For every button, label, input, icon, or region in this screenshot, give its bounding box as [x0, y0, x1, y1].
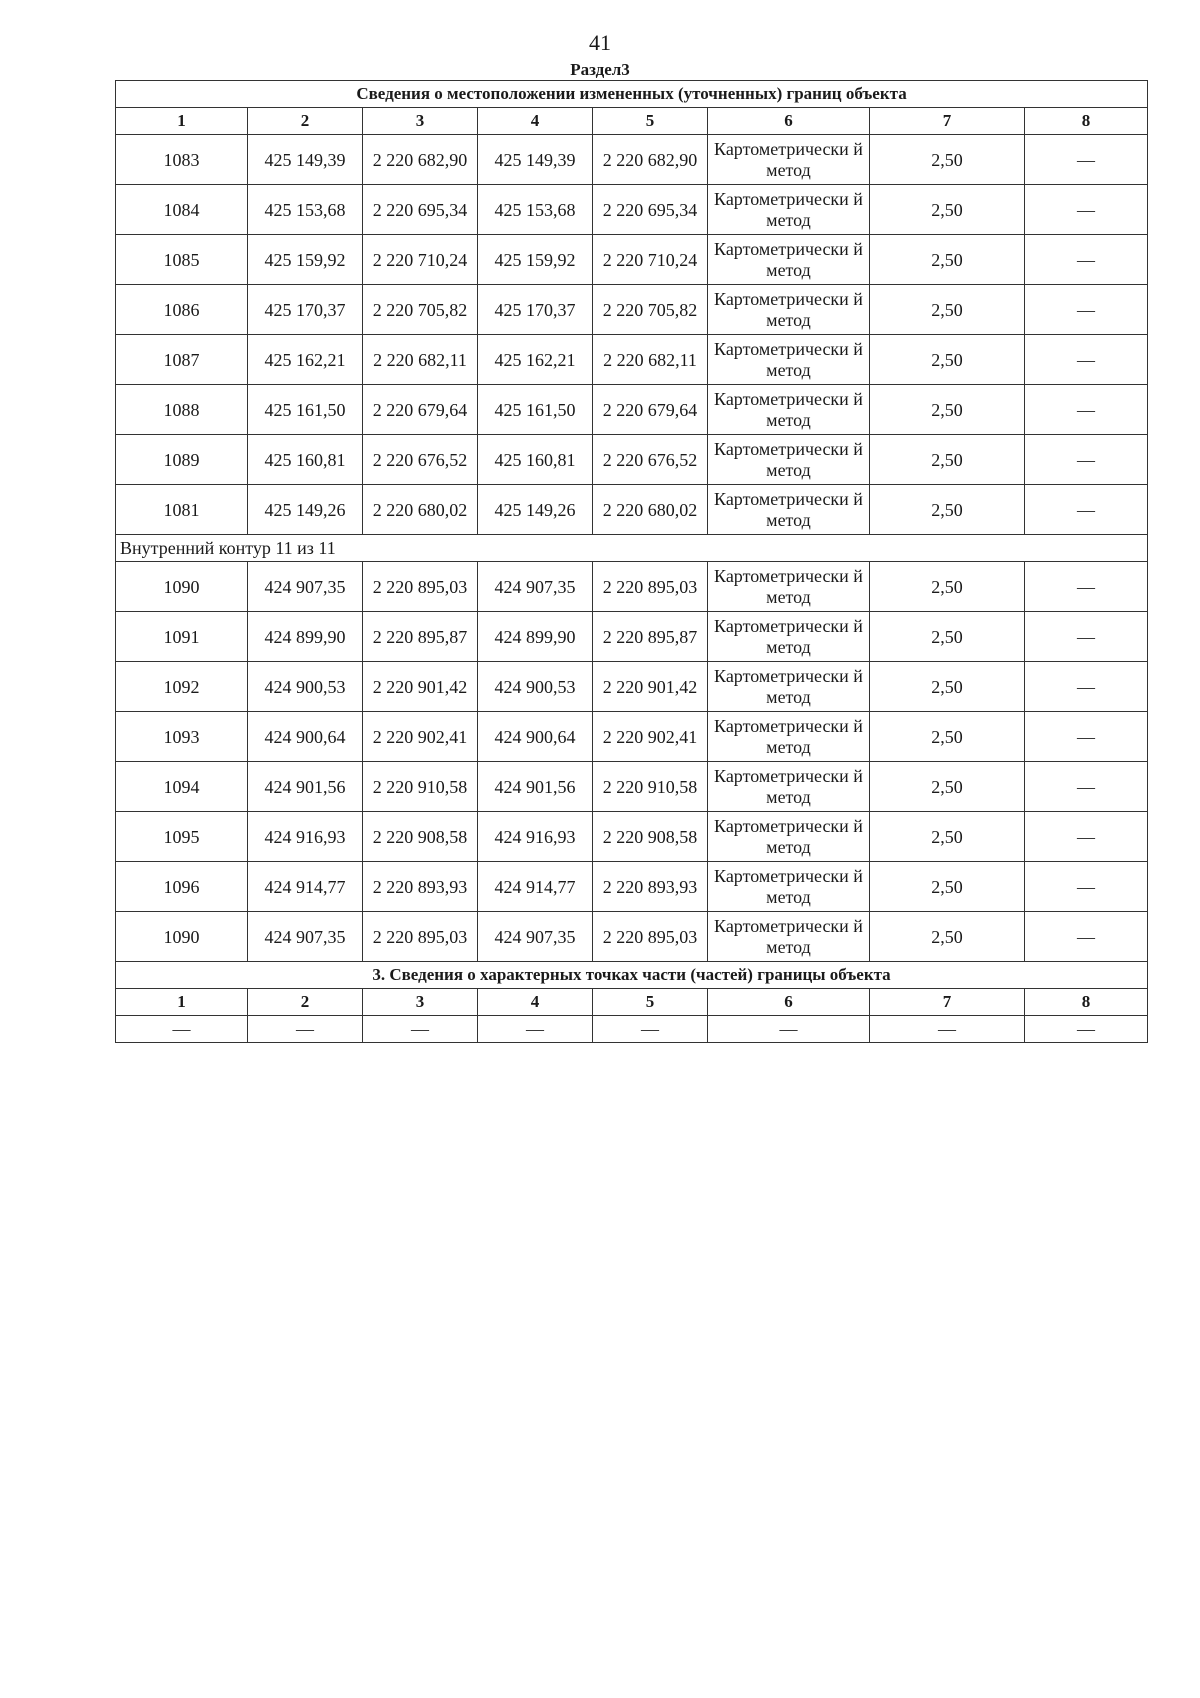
table-cell: Картометрически й метод: [708, 285, 870, 335]
table-row: [116, 385, 1148, 435]
table-cell: 2,50: [870, 185, 1025, 235]
table-row: [116, 185, 1148, 235]
column-number-cell: 5: [593, 989, 708, 1016]
table-cell: 425 162,21: [248, 335, 363, 385]
table-cell: —: [248, 1016, 363, 1043]
table-cell: Картометрически й метод: [708, 435, 870, 485]
table-cell: 1094: [116, 762, 248, 812]
table-cell: 425 159,92: [248, 235, 363, 285]
table-cell: —: [1025, 135, 1148, 185]
table-row: [116, 235, 1148, 285]
table-cell: —: [1025, 662, 1148, 712]
table-cell: 2,50: [870, 485, 1025, 535]
table-cell: 2,50: [870, 562, 1025, 612]
table-cell: 425 162,21: [478, 335, 593, 385]
table-row: [116, 812, 1148, 862]
column-number-cell: 1: [116, 989, 248, 1016]
table-cell: 2,50: [870, 335, 1025, 385]
table-cell: —: [1025, 912, 1148, 962]
table-cell: 425 159,92: [478, 235, 593, 285]
table-cell: 424 899,90: [248, 612, 363, 662]
table-cell: 2,50: [870, 862, 1025, 912]
table-cell: 2 220 895,03: [363, 912, 478, 962]
table-cell: —: [363, 1016, 478, 1043]
table-cell: 425 161,50: [248, 385, 363, 435]
table-cell: 425 149,39: [248, 135, 363, 185]
table-cell: 2,50: [870, 912, 1025, 962]
table-cell: 424 916,93: [478, 812, 593, 862]
table-cell: —: [478, 1016, 593, 1043]
table-cell: 1096: [116, 862, 248, 912]
table-cell: 2 220 679,64: [363, 385, 478, 435]
table-cell: 2 220 908,58: [593, 812, 708, 862]
table-cell: —: [1025, 435, 1148, 485]
table-row: [116, 662, 1148, 712]
table-cell: Картометрически й метод: [708, 912, 870, 962]
section-title: Раздел3: [570, 60, 630, 79]
table-cell: 2 220 910,58: [593, 762, 708, 812]
table-cell: 1088: [116, 385, 248, 435]
section-caption-row: [116, 962, 1148, 989]
table-cell: 2 220 893,93: [593, 862, 708, 912]
table-cell: 2 220 680,02: [363, 485, 478, 535]
table-cell: 2 220 676,52: [593, 435, 708, 485]
column-number-cell: 2: [248, 989, 363, 1016]
table-cell: 425 160,81: [248, 435, 363, 485]
table-cell: 2 220 682,11: [593, 335, 708, 385]
table-cell: —: [1025, 385, 1148, 435]
table-cell: 2,50: [870, 662, 1025, 712]
table-cell: 2 220 895,87: [363, 612, 478, 662]
table-cell: —: [1025, 612, 1148, 662]
table-cell: 2 220 682,90: [593, 135, 708, 185]
table-cell: 2,50: [870, 712, 1025, 762]
column-number-cell: 7: [870, 108, 1025, 135]
table-cell: 2 220 895,87: [593, 612, 708, 662]
table-cell: 2 220 895,03: [593, 912, 708, 962]
table-cell: —: [870, 1016, 1025, 1043]
table-cell: —: [1025, 485, 1148, 535]
table-cell: 2 220 695,34: [363, 185, 478, 235]
column-number-cell: 6: [708, 108, 870, 135]
table-cell: 2,50: [870, 135, 1025, 185]
table-cell: 2 220 705,82: [363, 285, 478, 335]
table-row: [116, 762, 1148, 812]
contour-label: Внутренний контур 11 из 11: [116, 535, 1148, 562]
table-cell: 2,50: [870, 762, 1025, 812]
table-cell: —: [116, 1016, 248, 1043]
column-number-row: [116, 989, 1148, 1016]
table-row: [116, 335, 1148, 385]
table-cell: 425 149,39: [478, 135, 593, 185]
table-cell: 2,50: [870, 812, 1025, 862]
table-cell: 2,50: [870, 612, 1025, 662]
table-cell: 1095: [116, 812, 248, 862]
table-caption: Сведения о местоположении измененных (уточненных) границ объекта: [116, 81, 1148, 108]
table-row: [116, 862, 1148, 912]
table-cell: 2 220 679,64: [593, 385, 708, 435]
table-cell: 424 900,53: [478, 662, 593, 712]
table-cell: 1093: [116, 712, 248, 762]
table-cell: 2 220 695,34: [593, 185, 708, 235]
table-row: [116, 285, 1148, 335]
table-cell: 2,50: [870, 435, 1025, 485]
table-cell: 2,50: [870, 235, 1025, 285]
boundary-points-table: [115, 80, 1148, 1043]
table-cell: 2 220 705,82: [593, 285, 708, 335]
column-number-cell: 8: [1025, 989, 1148, 1016]
table-cell: Картометрически й метод: [708, 135, 870, 185]
table-cell: 1091: [116, 612, 248, 662]
table-cell: 425 153,68: [248, 185, 363, 235]
table-cell: Картометрически й метод: [708, 562, 870, 612]
table-row: [116, 135, 1148, 185]
table-cell: Картометрически й метод: [708, 762, 870, 812]
table-cell: 424 914,77: [248, 862, 363, 912]
table-cell: 2 220 893,93: [363, 862, 478, 912]
column-number-cell: 4: [478, 989, 593, 1016]
table-cell: —: [593, 1016, 708, 1043]
table-cell: 424 901,56: [478, 762, 593, 812]
table-row: [116, 912, 1148, 962]
table-cell: 2 220 680,02: [593, 485, 708, 535]
table-cell: Картометрически й метод: [708, 862, 870, 912]
table-cell: 1089: [116, 435, 248, 485]
column-number-cell: 4: [478, 108, 593, 135]
table-cell: 2 220 676,52: [363, 435, 478, 485]
table-cell: 424 907,35: [478, 912, 593, 962]
table-cell: 425 149,26: [248, 485, 363, 535]
table-cell: —: [1025, 862, 1148, 912]
table-cell: 2 220 901,42: [363, 662, 478, 712]
table-cell: 424 899,90: [478, 612, 593, 662]
table-cell: 2 220 895,03: [593, 562, 708, 612]
table-cell: 424 900,64: [248, 712, 363, 762]
table-cell: 1081: [116, 485, 248, 535]
table-cell: Картометрически й метод: [708, 385, 870, 435]
table-cell: Картометрически й метод: [708, 235, 870, 285]
column-number-cell: 3: [363, 989, 478, 1016]
table-cell: 425 149,26: [478, 485, 593, 535]
table-cell: 2,50: [870, 285, 1025, 335]
table-cell: Картометрически й метод: [708, 485, 870, 535]
table-cell: —: [708, 1016, 870, 1043]
table-cell: 2 220 682,90: [363, 135, 478, 185]
table-row: [116, 485, 1148, 535]
table-row: [116, 1016, 1148, 1043]
column-number-cell: 3: [363, 108, 478, 135]
column-number-cell: 5: [593, 108, 708, 135]
table-cell: 425 161,50: [478, 385, 593, 435]
table-cell: 2 220 901,42: [593, 662, 708, 712]
column-number-row: [116, 108, 1148, 135]
table-cell: 1092: [116, 662, 248, 712]
table-cell: —: [1025, 285, 1148, 335]
table-cell: 424 916,93: [248, 812, 363, 862]
table-cell: 425 170,37: [478, 285, 593, 335]
column-number-cell: 6: [708, 989, 870, 1016]
table-cell: 424 907,35: [248, 912, 363, 962]
table-cell: —: [1025, 235, 1148, 285]
table-cell: 425 170,37: [248, 285, 363, 335]
table-cell: 1086: [116, 285, 248, 335]
table-cell: 2 220 710,24: [363, 235, 478, 285]
table-row: [116, 612, 1148, 662]
contour-label-row: [116, 535, 1148, 562]
table-cell: 2 220 710,24: [593, 235, 708, 285]
table-cell: —: [1025, 812, 1148, 862]
table-cell: —: [1025, 712, 1148, 762]
table-cell: 424 914,77: [478, 862, 593, 912]
table-cell: 424 900,64: [478, 712, 593, 762]
table-cell: Картометрически й метод: [708, 712, 870, 762]
table-cell: 1090: [116, 562, 248, 612]
column-number-cell: 2: [248, 108, 363, 135]
table-cell: 2 220 908,58: [363, 812, 478, 862]
table-cell: 2,50: [870, 385, 1025, 435]
column-number-cell: 1: [116, 108, 248, 135]
table-cell: 1087: [116, 335, 248, 385]
table-cell: Картометрически й метод: [708, 662, 870, 712]
table-cell: —: [1025, 1016, 1148, 1043]
column-number-cell: 8: [1025, 108, 1148, 135]
table-cell: 2 220 902,41: [593, 712, 708, 762]
section-caption: 3. Сведения о характерных точках части (частей) границы объекта: [116, 962, 1148, 989]
table-cell: Картометрически й метод: [708, 812, 870, 862]
table-cell: 1085: [116, 235, 248, 285]
table-cell: —: [1025, 185, 1148, 235]
table-row: [116, 562, 1148, 612]
table-cell: Картометрически й метод: [708, 335, 870, 385]
table-cell: Картометрически й метод: [708, 185, 870, 235]
table-cell: 424 907,35: [478, 562, 593, 612]
table-cell: 2 220 895,03: [363, 562, 478, 612]
table-row: [116, 712, 1148, 762]
table-cell: 425 153,68: [478, 185, 593, 235]
table-caption-row: [116, 81, 1148, 108]
page-number: 41: [589, 30, 611, 55]
table-cell: 1084: [116, 185, 248, 235]
table-row: [116, 435, 1148, 485]
table-cell: —: [1025, 762, 1148, 812]
column-number-cell: 7: [870, 989, 1025, 1016]
table-cell: 1083: [116, 135, 248, 185]
table-cell: 2 220 910,58: [363, 762, 478, 812]
table-cell: 425 160,81: [478, 435, 593, 485]
table-cell: —: [1025, 562, 1148, 612]
table-cell: —: [1025, 335, 1148, 385]
table-cell: 424 907,35: [248, 562, 363, 612]
table-cell: 1090: [116, 912, 248, 962]
table-cell: 424 901,56: [248, 762, 363, 812]
table-cell: Картометрически й метод: [708, 612, 870, 662]
table-cell: 2 220 902,41: [363, 712, 478, 762]
table-cell: 2 220 682,11: [363, 335, 478, 385]
table-cell: 424 900,53: [248, 662, 363, 712]
